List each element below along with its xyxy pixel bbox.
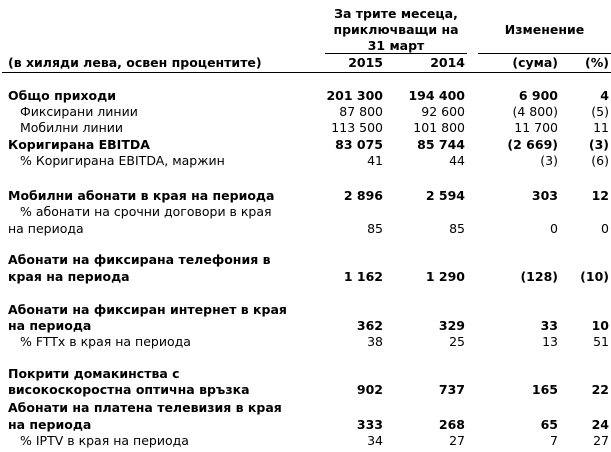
table-row: високоскоростна оптична връзка 902 737 165 22 — [8, 382, 609, 397]
table-row: % Коригирана EBITDA, маржин 41 44 (3) (6) — [20, 153, 609, 168]
period-header — [325, 6, 467, 54]
table-row: Фиксирани линии 87 800 92 600 (4 800) (5) — [20, 104, 609, 119]
table-row: Общо приходи 201 300 194 400 6 900 4 — [8, 88, 609, 103]
table-row: % IPTV в края на периода 34 27 7 27 — [20, 433, 609, 448]
table-row: Коригирана EBITDA 83 075 85 744 (2 669) (3) — [8, 137, 609, 152]
table-row: Покрити домакинства с — [8, 366, 180, 381]
table-row: края на периода 1 162 1 290 (128) (10) — [8, 269, 609, 284]
change-rule — [478, 53, 611, 54]
col-2015: 2015 — [348, 55, 383, 70]
table-row: Мобилни линии 113 500 101 800 11 700 11 — [20, 120, 609, 135]
change-title: Изменение — [504, 22, 585, 37]
col-percent: (%) — [585, 55, 609, 70]
table-row: Абонати на фиксирана телефония в — [8, 252, 271, 267]
table-row: % абонати на срочни договори в края — [20, 204, 272, 219]
period-title: За трите месеца, приключващи на 31 март — [333, 6, 459, 53]
table-row: на периода 85 85 0 0 — [8, 221, 609, 236]
header-rule — [325, 53, 467, 54]
units-label: (в хиляди лева, освен процентите) — [8, 55, 262, 70]
table-row: % FTTx в края на периода 38 25 13 51 — [20, 334, 609, 349]
table-row: Мобилни абонати в края на периода 2 896 2 594 303 12 — [8, 188, 609, 203]
column-header-row — [0, 55, 611, 71]
table-row: Абонати на платена телевизия в края — [8, 400, 282, 415]
change-header — [478, 22, 611, 38]
table-row: на периода 333 268 65 24 — [8, 417, 609, 432]
col-amount: (сума) — [512, 55, 558, 70]
column-rule — [2, 72, 611, 73]
table-row: на периода 362 329 33 10 — [8, 318, 609, 333]
col-2014: 2014 — [430, 55, 465, 70]
table-row: Абонати на фиксиран интернет в края — [8, 302, 287, 317]
